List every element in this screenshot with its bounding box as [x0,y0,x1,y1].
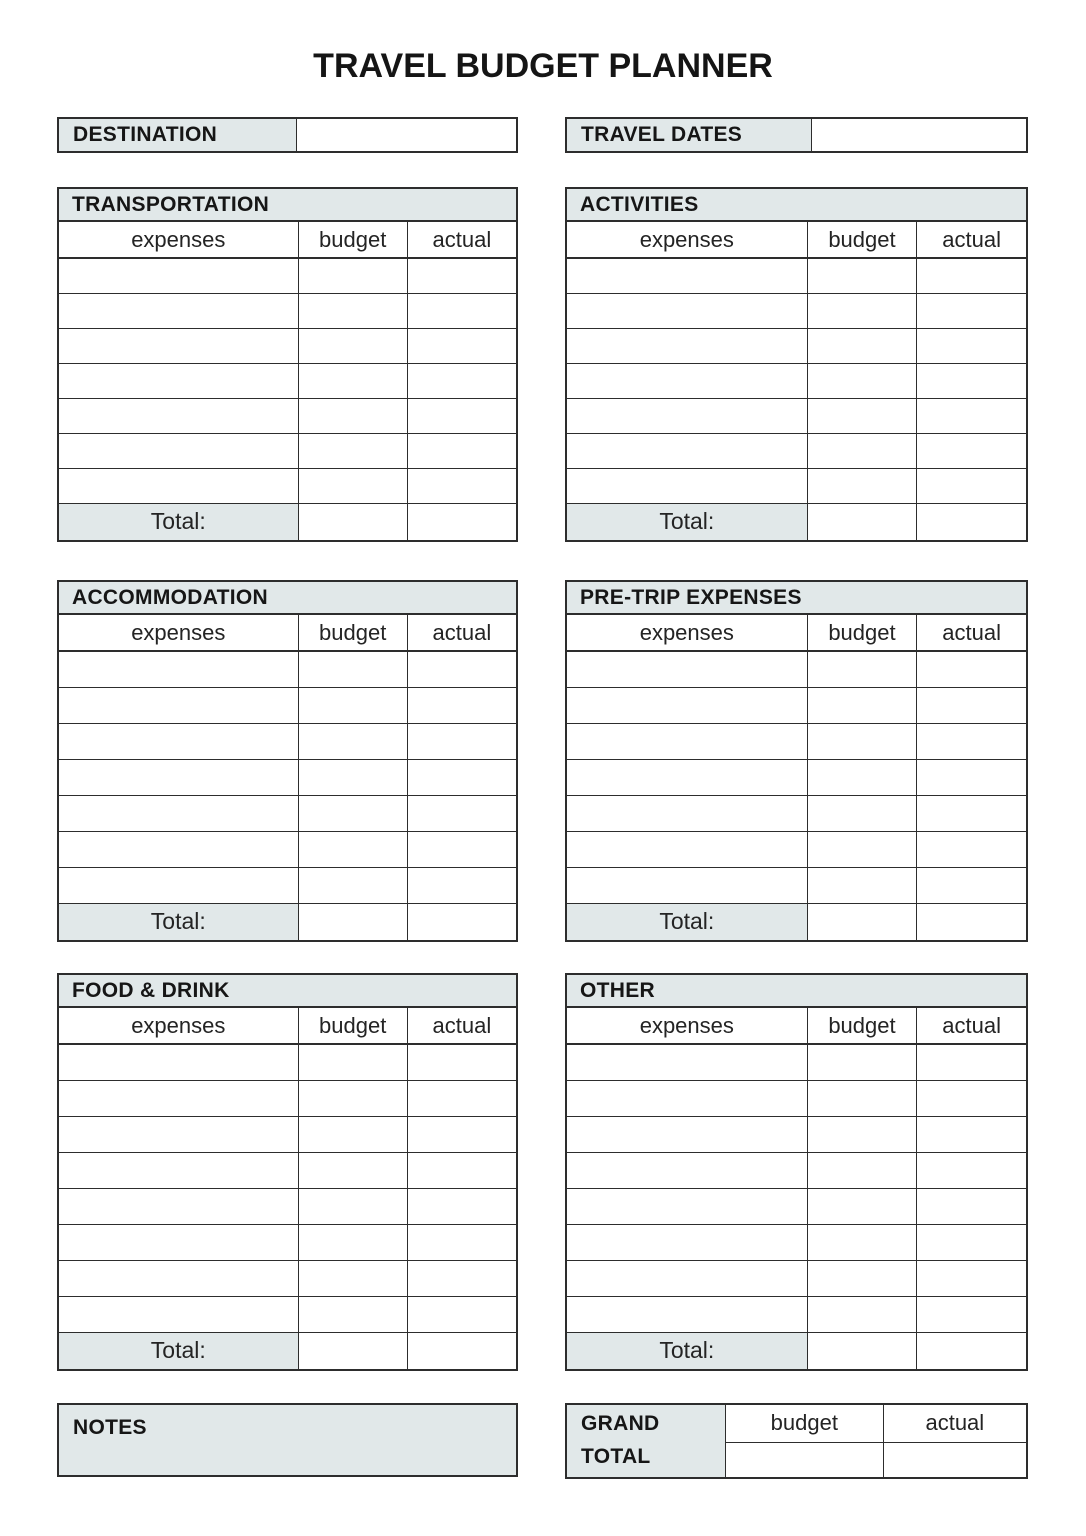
expense-row [566,1080,1027,1116]
total-actual-cell[interactable] [917,503,1027,541]
expense-name-cell[interactable] [566,258,807,293]
budget-cell[interactable] [807,398,917,433]
actual-cell[interactable] [407,651,517,687]
total-budget-cell[interactable] [298,903,407,941]
travel-dates-input[interactable] [812,119,1026,151]
expense-row [566,363,1027,398]
expense-row [566,293,1027,328]
column-header-expenses: expenses [566,1007,807,1044]
actual-cell[interactable] [917,759,1027,795]
expense-row [58,363,517,398]
table-other [565,973,1028,1371]
actual-cell[interactable] [917,1260,1027,1296]
expense-row [58,1260,517,1296]
expense-name-cell[interactable] [566,687,807,723]
budget-cell[interactable] [298,468,407,503]
total-row [566,503,1027,541]
budget-cell[interactable] [298,363,407,398]
expense-row [58,1296,517,1332]
total-actual-cell[interactable] [407,1332,517,1370]
destination-field [57,117,518,153]
actual-cell[interactable] [407,723,517,759]
expense-name-cell[interactable] [566,759,807,795]
expense-row [58,759,517,795]
budget-cell[interactable] [298,1044,407,1080]
expense-name-cell[interactable] [58,723,298,759]
expense-name-cell[interactable] [566,398,807,433]
expense-row [566,723,1027,759]
travel-dates-label: TRAVEL DATES [567,119,812,151]
expense-row [566,831,1027,867]
budget-cell[interactable] [298,867,407,903]
actual-cell[interactable] [917,1044,1027,1080]
section-title-activities: ACTIVITIES [566,188,1027,221]
actual-cell[interactable] [917,328,1027,363]
actual-cell[interactable] [917,1080,1027,1116]
column-header-budget: budget [298,1007,407,1044]
table-food-and-drink [57,973,518,1371]
section-title-pre-trip-expenses: PRE-TRIP EXPENSES [566,581,1027,614]
actual-cell[interactable] [917,867,1027,903]
budget-cell[interactable] [298,1116,407,1152]
total-row [58,503,517,541]
column-header-expenses: expenses [566,614,807,651]
actual-cell[interactable] [407,1224,517,1260]
expense-row [58,433,517,468]
column-header-actual: actual [917,221,1027,258]
expense-name-cell[interactable] [566,723,807,759]
column-header-expenses: expenses [58,221,298,258]
total-actual-cell[interactable] [917,903,1027,941]
actual-cell[interactable] [407,468,517,503]
column-header-budget: budget [298,221,407,258]
actual-cell[interactable] [407,433,517,468]
expense-row [566,1152,1027,1188]
expense-row [58,723,517,759]
budget-cell[interactable] [807,831,917,867]
expense-row [566,651,1027,687]
grand-total-actual-header: actual [883,1404,1027,1442]
column-header-expenses: expenses [58,614,298,651]
expense-row [58,1080,517,1116]
column-header-actual: actual [407,614,517,651]
expense-name-cell[interactable] [58,831,298,867]
actual-cell[interactable] [407,1116,517,1152]
expense-name-cell[interactable] [566,363,807,398]
table-transportation [57,187,518,542]
expense-name-cell[interactable] [58,795,298,831]
actual-cell[interactable] [407,759,517,795]
expense-row [58,293,517,328]
expense-name-cell[interactable] [566,831,807,867]
destination-input[interactable] [297,119,516,151]
actual-cell[interactable] [917,687,1027,723]
expense-name-cell[interactable] [566,867,807,903]
total-row [566,1332,1027,1370]
budget-cell[interactable] [807,1224,917,1260]
total-label: Total: [58,503,298,541]
expense-name-cell[interactable] [58,1188,298,1224]
expense-name-cell[interactable] [566,328,807,363]
budget-cell[interactable] [807,1152,917,1188]
expense-row [566,258,1027,293]
expense-row [566,867,1027,903]
expense-name-cell[interactable] [58,1044,298,1080]
total-budget-cell[interactable] [807,1332,917,1370]
travel-dates-field [565,117,1028,153]
column-header-actual: actual [407,221,517,258]
expense-row [58,687,517,723]
budget-cell[interactable] [298,398,407,433]
expense-row [58,1044,517,1080]
actual-cell[interactable] [407,1044,517,1080]
expense-name-cell[interactable] [58,398,298,433]
expense-name-cell[interactable] [58,1080,298,1116]
budget-cell[interactable] [807,723,917,759]
budget-cell[interactable] [298,293,407,328]
grand-total-label-line1: GRAND [581,1412,660,1436]
actual-cell[interactable] [917,258,1027,293]
expense-name-cell[interactable] [58,1116,298,1152]
expense-name-cell[interactable] [58,651,298,687]
budget-cell[interactable] [807,651,917,687]
actual-cell[interactable] [917,1296,1027,1332]
expense-name-cell[interactable] [58,258,298,293]
total-label: Total: [566,903,807,941]
section-title-accommodation: ACCOMMODATION [58,581,517,614]
total-budget-cell[interactable] [298,1332,407,1370]
expense-name-cell[interactable] [566,1296,807,1332]
budget-cell[interactable] [807,1080,917,1116]
column-header-actual: actual [917,614,1027,651]
total-budget-cell[interactable] [807,503,917,541]
actual-cell[interactable] [407,1296,517,1332]
grand-total-budget-cell[interactable] [726,1442,884,1478]
actual-cell[interactable] [917,1188,1027,1224]
budget-cell[interactable] [807,468,917,503]
grand-total-label [566,1404,726,1478]
expense-name-cell[interactable] [566,433,807,468]
actual-cell[interactable] [407,293,517,328]
expense-row [58,1152,517,1188]
total-budget-cell[interactable] [807,903,917,941]
expense-row [58,328,517,363]
expense-row [566,468,1027,503]
expense-row [566,1260,1027,1296]
column-header-expenses: expenses [566,221,807,258]
actual-cell[interactable] [407,1152,517,1188]
budget-cell[interactable] [298,795,407,831]
budget-cell[interactable] [298,1152,407,1188]
budget-cell[interactable] [298,759,407,795]
section-title-transportation: TRANSPORTATION [58,188,517,221]
column-header-actual: actual [407,1007,517,1044]
expense-row [566,1224,1027,1260]
budget-cell[interactable] [807,433,917,468]
total-label: Total: [58,903,298,941]
total-label: Total: [566,1332,807,1370]
expense-row [566,687,1027,723]
expense-row [566,398,1027,433]
actual-cell[interactable] [917,1152,1027,1188]
budget-cell[interactable] [298,723,407,759]
expense-name-cell[interactable] [58,293,298,328]
column-header-actual: actual [917,1007,1027,1044]
total-row [58,903,517,941]
expense-name-cell[interactable] [58,867,298,903]
budget-cell[interactable] [807,1116,917,1152]
column-header-budget: budget [807,1007,917,1044]
budget-cell[interactable] [298,433,407,468]
expense-name-cell[interactable] [566,1224,807,1260]
budget-cell[interactable] [298,1296,407,1332]
budget-cell[interactable] [807,1188,917,1224]
budget-cell[interactable] [807,1044,917,1080]
budget-cell[interactable] [298,651,407,687]
total-actual-cell[interactable] [917,1332,1027,1370]
notes-box[interactable] [57,1403,518,1477]
total-actual-cell[interactable] [407,903,517,941]
table-pre-trip-expenses [565,580,1028,942]
page-title: TRAVEL BUDGET PLANNER [313,47,773,85]
expense-name-cell[interactable] [566,795,807,831]
grand-total-table [565,1403,1028,1479]
expense-row [58,1116,517,1152]
budget-cell[interactable] [298,328,407,363]
actual-cell[interactable] [407,398,517,433]
table-activities [565,187,1028,542]
grand-total-budget-header: budget [726,1404,884,1442]
expense-row [58,795,517,831]
expense-name-cell[interactable] [58,468,298,503]
budget-cell[interactable] [298,687,407,723]
expense-name-cell[interactable] [58,1152,298,1188]
budget-cell[interactable] [807,1260,917,1296]
expense-name-cell[interactable] [58,363,298,398]
expense-row [58,468,517,503]
expense-name-cell[interactable] [566,293,807,328]
budget-cell[interactable] [807,687,917,723]
expense-row [58,1188,517,1224]
actual-cell[interactable] [407,795,517,831]
table-accommodation [57,580,518,942]
expense-row [58,258,517,293]
expense-row [58,867,517,903]
actual-cell[interactable] [917,433,1027,468]
actual-cell[interactable] [407,867,517,903]
expense-row [566,1116,1027,1152]
expense-name-cell[interactable] [58,687,298,723]
actual-cell[interactable] [407,831,517,867]
expense-name-cell[interactable] [58,1296,298,1332]
budget-cell[interactable] [298,1080,407,1116]
budget-cell[interactable] [807,258,917,293]
budget-cell[interactable] [298,1188,407,1224]
total-row [566,903,1027,941]
destination-label: DESTINATION [59,119,297,151]
expense-name-cell[interactable] [566,1044,807,1080]
actual-cell[interactable] [917,651,1027,687]
budget-cell[interactable] [807,759,917,795]
budget-cell[interactable] [298,831,407,867]
expense-row [566,795,1027,831]
expense-name-cell[interactable] [566,1152,807,1188]
expense-row [58,398,517,433]
expense-name-cell[interactable] [58,328,298,363]
actual-cell[interactable] [407,1260,517,1296]
budget-cell[interactable] [807,795,917,831]
actual-cell[interactable] [407,1188,517,1224]
section-title-other: OTHER [566,974,1027,1007]
actual-cell[interactable] [917,831,1027,867]
actual-cell[interactable] [917,468,1027,503]
total-budget-cell[interactable] [298,503,407,541]
actual-cell[interactable] [407,1080,517,1116]
column-header-budget: budget [807,614,917,651]
column-header-budget: budget [298,614,407,651]
expense-name-cell[interactable] [58,1260,298,1296]
expense-row [566,1296,1027,1332]
expense-row [566,328,1027,363]
budget-cell[interactable] [298,1260,407,1296]
actual-cell[interactable] [917,795,1027,831]
column-header-expenses: expenses [58,1007,298,1044]
expense-name-cell[interactable] [58,1224,298,1260]
total-label: Total: [566,503,807,541]
actual-cell[interactable] [917,723,1027,759]
budget-cell[interactable] [807,328,917,363]
expense-row [566,759,1027,795]
expense-row [58,831,517,867]
actual-cell[interactable] [407,687,517,723]
actual-cell[interactable] [407,363,517,398]
actual-cell[interactable] [917,1224,1027,1260]
expense-name-cell[interactable] [566,1188,807,1224]
notes-label: NOTES [73,1416,147,1439]
actual-cell[interactable] [917,293,1027,328]
expense-row [566,1188,1027,1224]
actual-cell[interactable] [917,363,1027,398]
expense-name-cell[interactable] [58,433,298,468]
budget-cell[interactable] [807,867,917,903]
expense-name-cell[interactable] [566,651,807,687]
grand-total-actual-cell[interactable] [883,1442,1027,1478]
expense-name-cell[interactable] [566,1080,807,1116]
expense-row [58,651,517,687]
budget-cell[interactable] [298,258,407,293]
expense-name-cell[interactable] [566,1116,807,1152]
budget-cell[interactable] [298,1224,407,1260]
expense-name-cell[interactable] [58,759,298,795]
actual-cell[interactable] [407,328,517,363]
budget-cell[interactable] [807,363,917,398]
total-label: Total: [58,1332,298,1370]
expense-name-cell[interactable] [566,468,807,503]
actual-cell[interactable] [917,1116,1027,1152]
expense-row [58,1224,517,1260]
budget-cell[interactable] [807,293,917,328]
expense-row [566,1044,1027,1080]
column-header-budget: budget [807,221,917,258]
section-title-food-and-drink: FOOD & DRINK [58,974,517,1007]
actual-cell[interactable] [407,258,517,293]
budget-cell[interactable] [807,1296,917,1332]
total-row [58,1332,517,1370]
expense-name-cell[interactable] [566,1260,807,1296]
total-actual-cell[interactable] [407,503,517,541]
actual-cell[interactable] [917,398,1027,433]
grand-total-label-line2: TOTAL [581,1445,651,1468]
expense-row [566,433,1027,468]
